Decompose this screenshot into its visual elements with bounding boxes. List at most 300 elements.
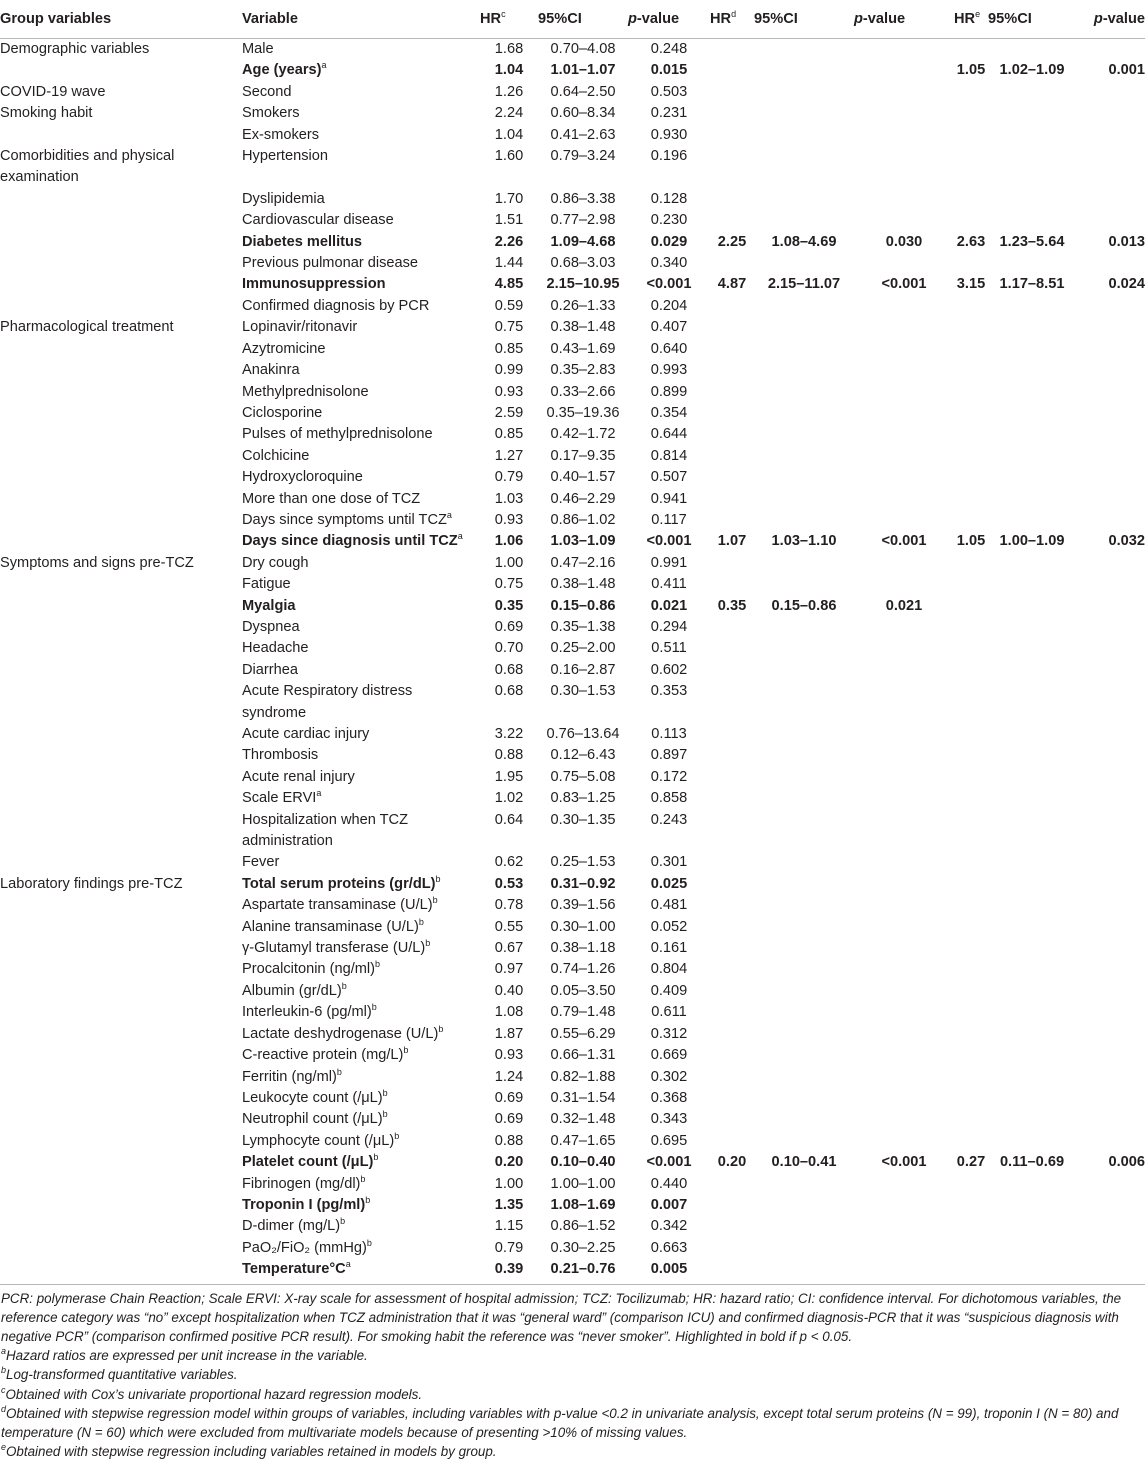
cell-p-group xyxy=(854,724,954,745)
cell-ci-group xyxy=(754,489,854,510)
cell-ci-univariate: 2.15–10.95 xyxy=(546,276,620,293)
cell-p-group xyxy=(854,938,954,959)
table-row xyxy=(0,917,1145,938)
cell-p-univariate: 0.343 xyxy=(650,1111,688,1128)
cell-ci-univariate: 0.35–1.38 xyxy=(550,618,616,635)
cell-hr-final xyxy=(954,253,988,274)
cell-p-final: 0.032 xyxy=(1108,533,1145,550)
cell-variable xyxy=(242,810,480,853)
variable-label: Procalcitonin (ng/ml) xyxy=(242,961,376,978)
table-row xyxy=(0,403,1145,424)
cell-hr-group xyxy=(710,681,754,724)
table-row xyxy=(0,895,1145,916)
cell-hr-final xyxy=(954,617,988,638)
cell-group xyxy=(0,360,242,381)
cell-variable xyxy=(242,788,480,809)
variable-label: Methylprednisolone xyxy=(242,383,369,400)
cell-variable xyxy=(242,638,480,659)
cell-ci-final xyxy=(988,553,1076,574)
cell-p-univariate: 0.941 xyxy=(650,490,688,507)
cell-variable xyxy=(242,317,480,338)
table-row xyxy=(0,82,1145,103)
cell-variable xyxy=(242,103,480,124)
footnote-marker: b xyxy=(418,916,424,927)
cell-hr-univariate: 3.22 xyxy=(494,726,524,742)
variable-label: Ferritin (ng/ml) xyxy=(242,1068,337,1085)
variable-label: Acute renal injury xyxy=(242,768,355,785)
cell-hr-univariate: 0.68 xyxy=(494,683,524,700)
cell-p-final xyxy=(1076,959,1145,980)
cell-hr-group xyxy=(710,745,754,766)
variable-label: Confirmed diagnosis by PCR xyxy=(242,297,430,314)
cell-ci-group xyxy=(754,82,854,103)
cell-p-univariate: 0.196 xyxy=(650,148,688,165)
cell-ci-group: 0.10–0.41 xyxy=(771,1154,837,1171)
cell-ci-group xyxy=(754,1216,854,1237)
cell-variable xyxy=(242,1067,480,1088)
col-header-p-univariate: p-value xyxy=(628,0,710,39)
cell-hr-group xyxy=(710,39,754,61)
col-header-ci-group: 95%CI xyxy=(754,0,854,39)
cell-ci-univariate: 0.25–2.00 xyxy=(550,640,616,657)
cell-hr-final xyxy=(954,917,988,938)
cell-ci-group xyxy=(754,917,854,938)
cell-hr-final xyxy=(954,489,988,510)
table-row xyxy=(0,681,1145,724)
cell-p-final xyxy=(1076,596,1145,617)
footnote-marker: a xyxy=(446,509,452,520)
cell-ci-final: 1.17–8.51 xyxy=(999,276,1065,293)
cell-hr-group xyxy=(710,553,754,574)
cell-ci-univariate: 0.26–1.33 xyxy=(550,297,616,314)
cell-hr-univariate: 1.04 xyxy=(494,62,524,79)
cell-variable xyxy=(242,1259,480,1284)
cell-hr-final: 1.05 xyxy=(956,533,986,550)
cell-hr-final xyxy=(954,574,988,595)
cell-hr-group xyxy=(710,1024,754,1045)
variable-label: Platelet count (/μL) xyxy=(242,1154,374,1171)
cell-hr-univariate: 0.67 xyxy=(494,940,524,957)
cell-ci-univariate: 0.12–6.43 xyxy=(550,747,616,764)
cell-hr-univariate: 1.03 xyxy=(494,490,524,507)
cell-p-final xyxy=(1076,210,1145,231)
cell-hr-final xyxy=(954,981,988,1002)
cell-ci-group xyxy=(754,1088,854,1109)
cell-hr-final xyxy=(954,1216,988,1237)
cell-group xyxy=(0,339,242,360)
cell-hr-group xyxy=(710,1238,754,1259)
cell-ci-univariate: 0.76–13.64 xyxy=(546,726,620,742)
cell-group xyxy=(0,596,242,617)
cell-group: Smoking habit xyxy=(0,105,93,122)
cell-p-univariate: 0.052 xyxy=(650,918,688,935)
cell-p-final xyxy=(1076,1216,1145,1237)
cell-p-final xyxy=(1076,874,1145,895)
cell-variable xyxy=(242,617,480,638)
cell-p-univariate: 0.804 xyxy=(650,961,688,978)
cell-ci-group xyxy=(754,959,854,980)
cell-p-group: <0.001 xyxy=(881,276,927,293)
cell-ci-final xyxy=(988,938,1076,959)
table-row xyxy=(0,874,1145,895)
cell-hr-group xyxy=(710,296,754,317)
cell-ci-group xyxy=(754,360,854,381)
cell-hr-univariate: 0.35 xyxy=(494,597,524,614)
cell-p-final xyxy=(1076,360,1145,381)
cell-hr-univariate: 0.40 xyxy=(494,982,524,999)
footnote-marker: a xyxy=(321,60,327,71)
cell-hr-univariate: 0.97 xyxy=(494,961,524,978)
cell-ci-univariate: 0.21–0.76 xyxy=(538,1259,628,1284)
cell-ci-final xyxy=(988,339,1076,360)
cell-ci-group xyxy=(754,103,854,124)
cell-ci-final xyxy=(988,745,1076,766)
cell-ci-univariate: 0.55–6.29 xyxy=(550,1025,616,1042)
cell-p-final xyxy=(1076,1109,1145,1130)
cell-variable xyxy=(242,1002,480,1023)
table-row xyxy=(0,146,1145,189)
cell-group xyxy=(0,467,242,488)
cell-group xyxy=(0,296,242,317)
cell-p-univariate: 0.407 xyxy=(650,319,688,336)
cell-group xyxy=(0,810,242,853)
table-row xyxy=(0,1131,1145,1152)
cell-hr-group xyxy=(710,1045,754,1066)
cell-p-final xyxy=(1076,745,1145,766)
cell-group xyxy=(0,660,242,681)
cell-ci-final xyxy=(988,981,1076,1002)
table-row xyxy=(0,446,1145,467)
variable-label: Lymphocyte count (/μL) xyxy=(242,1132,395,1149)
col-header-ci-final: 95%CI xyxy=(988,0,1076,39)
cell-p-group xyxy=(854,446,954,467)
cell-hr-univariate: 0.99 xyxy=(494,362,524,379)
cell-p-final: 0.024 xyxy=(1108,276,1145,293)
col-header-p-final: p-value xyxy=(1076,0,1145,39)
variable-label: Cardiovascular disease xyxy=(242,212,394,229)
cell-ci-univariate: 0.66–1.31 xyxy=(550,1047,616,1064)
cell-hr-group xyxy=(710,1088,754,1109)
cell-hr-group xyxy=(710,852,754,873)
variable-label: Ex-smokers xyxy=(242,126,320,143)
variable-label: γ-Glutamyl transferase (U/L) xyxy=(242,940,426,957)
cell-group xyxy=(0,382,242,403)
cell-p-final xyxy=(1076,510,1145,531)
cell-hr-group xyxy=(710,1259,754,1284)
cell-variable xyxy=(242,660,480,681)
cell-p-group xyxy=(854,745,954,766)
cell-ci-univariate: 0.43–1.69 xyxy=(550,340,616,357)
cell-ci-final xyxy=(988,660,1076,681)
cell-p-group xyxy=(854,574,954,595)
cell-hr-group xyxy=(710,1195,754,1216)
cell-ci-univariate: 0.47–2.16 xyxy=(550,554,616,571)
cell-ci-univariate: 0.79–3.24 xyxy=(550,148,616,165)
cell-p-final: 0.013 xyxy=(1108,233,1145,250)
cell-group xyxy=(0,1152,242,1173)
cell-ci-univariate: 0.30–1.35 xyxy=(550,811,616,828)
cell-ci-final xyxy=(988,638,1076,659)
cell-p-group xyxy=(854,1259,954,1284)
cell-group xyxy=(0,767,242,788)
cell-ci-final xyxy=(988,767,1076,788)
cell-p-final xyxy=(1076,767,1145,788)
variable-label: Dyspnea xyxy=(242,618,300,635)
footnote-marker: b xyxy=(435,873,441,884)
cell-ci-final xyxy=(988,1195,1076,1216)
cell-p-final xyxy=(1076,39,1145,61)
table-row xyxy=(0,510,1145,531)
cell-hr-univariate: 0.79 xyxy=(494,1239,524,1256)
table-row xyxy=(0,125,1145,146)
cell-hr-univariate: 1.95 xyxy=(494,768,524,785)
cell-ci-final xyxy=(988,596,1076,617)
cell-ci-univariate: 0.38–1.18 xyxy=(550,940,616,957)
cell-hr-group xyxy=(710,638,754,659)
cell-hr-univariate: 1.15 xyxy=(494,1218,524,1235)
cell-p-univariate: 0.481 xyxy=(650,897,688,914)
cell-p-group xyxy=(854,981,954,1002)
cell-hr-group xyxy=(710,60,754,81)
table-body xyxy=(0,39,1145,1285)
variable-label: C-reactive protein (mg/L) xyxy=(242,1047,404,1064)
variable-label: Lactate deshydrogenase (U/L) xyxy=(242,1025,439,1042)
cell-hr-univariate: 1.08 xyxy=(494,1004,524,1021)
cell-hr-final: 3.15 xyxy=(956,276,986,293)
cell-group xyxy=(0,403,242,424)
variable-label: More than one dose of TCZ xyxy=(242,490,421,507)
cell-p-univariate: 0.507 xyxy=(650,469,688,486)
cell-ci-univariate: 0.05–3.50 xyxy=(550,982,616,999)
cell-variable xyxy=(242,981,480,1002)
cell-hr-final xyxy=(954,938,988,959)
footnote-marker: b xyxy=(373,1152,379,1163)
cell-hr-univariate: 0.69 xyxy=(494,618,524,635)
table-row xyxy=(0,103,1145,124)
cell-p-univariate: 0.353 xyxy=(650,683,688,700)
cell-hr-univariate: 1.02 xyxy=(494,790,524,807)
variable-label: Acute cardiac injury xyxy=(242,726,370,742)
cell-ci-univariate: 0.64–2.50 xyxy=(550,83,616,100)
cell-hr-final xyxy=(954,339,988,360)
cell-ci-group: 1.08–4.69 xyxy=(771,233,837,250)
cell-ci-univariate: 1.08–1.69 xyxy=(550,1196,616,1213)
cell-p-univariate: 0.113 xyxy=(651,726,687,742)
cell-ci-group xyxy=(754,1109,854,1130)
cell-variable xyxy=(242,1216,480,1237)
col-header-hr-group: $HR^d$ xyxy=(710,0,754,39)
table-row xyxy=(0,1259,1145,1284)
cell-p-group xyxy=(854,1195,954,1216)
cell-hr-final xyxy=(954,1238,988,1259)
cell-hr-final xyxy=(954,810,988,853)
cell-ci-final xyxy=(988,917,1076,938)
cell-ci-univariate: 0.17–9.35 xyxy=(550,447,616,464)
cell-ci-final xyxy=(988,1024,1076,1045)
cell-variable xyxy=(242,1174,480,1195)
cell-hr-final xyxy=(954,82,988,103)
cell-hr-group: 0.20 xyxy=(717,1154,747,1171)
cell-ci-final xyxy=(988,788,1076,809)
cell-hr-group xyxy=(710,1216,754,1237)
cell-ci-final xyxy=(988,1238,1076,1259)
table-footnotes xyxy=(0,1285,1145,1462)
cell-p-group xyxy=(854,1216,954,1237)
cell-ci-final: 1.23–5.64 xyxy=(999,233,1065,250)
cell-p-univariate: 0.230 xyxy=(650,212,688,229)
cell-hr-group xyxy=(710,1174,754,1195)
cell-hr-final xyxy=(954,1045,988,1066)
cell-ci-group xyxy=(754,553,854,574)
cell-ci-group xyxy=(754,510,854,531)
cell-hr-univariate: 1.26 xyxy=(494,83,524,100)
footnote-d: $^d$Obtained with stepwise regression model within groups of variables, including variables with p-value <0.2 in univariate analysis, except total serum proteins (N = 99), troponin I (N = 80) and temperature (N = 60) which were excluded from multivariate models because of presenting >10% of missing values. xyxy=(1,1403,1119,1440)
cell-hr-univariate: 4.85 xyxy=(494,276,524,293)
footnote-marker: a xyxy=(457,531,463,542)
cell-group xyxy=(0,232,242,253)
variable-label: Dyslipidemia xyxy=(242,190,325,207)
cell-hr-univariate: 1.06 xyxy=(494,533,524,550)
cell-hr-group xyxy=(710,103,754,124)
cell-ci-univariate: 0.38–1.48 xyxy=(550,576,616,593)
cell-hr-univariate: 0.55 xyxy=(494,918,524,935)
cell-ci-final xyxy=(988,810,1076,853)
cell-p-group xyxy=(854,1109,954,1130)
cell-hr-final xyxy=(954,510,988,531)
cell-variable xyxy=(242,574,480,595)
cell-hr-final xyxy=(954,959,988,980)
cell-hr-univariate: 0.85 xyxy=(494,340,524,357)
cell-group: Laboratory findings pre-TCZ xyxy=(0,875,183,892)
cell-p-final xyxy=(1076,1259,1145,1284)
cell-ci-univariate: 0.86–1.02 xyxy=(550,511,616,528)
variable-label: Leukocyte count (/μL) xyxy=(242,1089,383,1106)
cell-variable xyxy=(242,553,480,574)
footnote-marker: b xyxy=(336,1066,342,1077)
cell-group xyxy=(0,1045,242,1066)
cell-hr-group xyxy=(710,210,754,231)
cell-p-group: 0.030 xyxy=(885,233,923,250)
cell-hr-univariate: 1.00 xyxy=(494,1175,524,1192)
variable-label: Scale ERVI xyxy=(242,790,317,807)
cell-ci-univariate: 0.39–1.56 xyxy=(550,897,616,914)
cell-hr-final xyxy=(954,103,988,124)
cell-p-univariate: 0.814 xyxy=(650,447,688,464)
cell-group xyxy=(0,446,242,467)
cell-ci-group xyxy=(754,638,854,659)
cell-variable xyxy=(242,39,480,61)
cell-ci-univariate: 0.30–1.00 xyxy=(550,918,616,935)
cell-ci-final xyxy=(988,510,1076,531)
cell-group xyxy=(0,424,242,445)
cell-p-univariate: 0.511 xyxy=(651,640,687,657)
cell-p-group xyxy=(854,810,954,853)
cell-hr-final xyxy=(954,1195,988,1216)
cell-p-group xyxy=(854,339,954,360)
footnote-abbreviations: PCR: polymerase Chain Reaction; Scale ERVI: X-ray scale for assessment of hospital admission; TCZ: Tocilizumab; HR: hazard ratio; CI: confidence interval. For dichotomous variables, the reference category was “no” except hospitalization when TCZ administration that it was “general ward” (comparison ICU) and confirmed diagnosis-PCR that it was “suspicious diagnosis with negative PCR” (comparison confirmed positive PCR result). For smoking habit the reference was “never smoker”. Highlighted in bold if p < 0.05. xyxy=(1,1290,1122,1344)
cell-hr-final xyxy=(954,146,988,189)
variable-label: Hydroxycloroquine xyxy=(242,469,363,486)
variable-label: Interleukin-6 (pg/ml) xyxy=(242,1004,372,1021)
cell-ci-group xyxy=(754,424,854,445)
cell-ci-final xyxy=(988,103,1076,124)
cell-ci-univariate: 0.86–1.52 xyxy=(550,1218,616,1235)
variable-label: Dry cough xyxy=(242,554,309,571)
table-row xyxy=(0,660,1145,681)
variable-label: Smokers xyxy=(242,105,300,122)
cell-variable xyxy=(242,938,480,959)
cell-ci-group xyxy=(754,1067,854,1088)
cell-group xyxy=(0,60,242,81)
cell-p-group xyxy=(854,1088,954,1109)
cell-hr-final xyxy=(954,424,988,445)
cell-variable xyxy=(242,1195,480,1216)
table-row xyxy=(0,60,1145,81)
cell-hr-group: 0.35 xyxy=(717,597,747,614)
footnote-a: $^a$Hazard ratios are expressed per unit increase in the variable. xyxy=(1,1346,368,1364)
cell-p-group xyxy=(854,681,954,724)
cell-ci-group xyxy=(754,810,854,853)
cell-hr-group xyxy=(710,489,754,510)
footnote-e: $^e$Obtained with stepwise regression including variables retained in models by group. xyxy=(1,1442,497,1460)
cell-hr-univariate: 0.75 xyxy=(494,576,524,593)
table-row xyxy=(0,467,1145,488)
cell-p-univariate: 0.301 xyxy=(650,854,688,871)
cell-hr-group xyxy=(710,403,754,424)
cell-p-group xyxy=(854,917,954,938)
cell-p-final xyxy=(1076,1088,1145,1109)
cell-ci-final xyxy=(988,489,1076,510)
cell-ci-final xyxy=(988,724,1076,745)
footnote-marker: b xyxy=(382,1087,388,1098)
cell-ci-group xyxy=(754,938,854,959)
cell-p-univariate: 0.993 xyxy=(650,362,688,379)
cell-p-group xyxy=(854,767,954,788)
cell-hr-univariate: 0.75 xyxy=(494,319,524,336)
cell-variable xyxy=(242,745,480,766)
cell-group xyxy=(0,959,242,980)
cell-hr-univariate: 2.59 xyxy=(494,404,524,421)
cell-hr-group xyxy=(710,1067,754,1088)
cell-hr-univariate: 0.93 xyxy=(494,383,524,400)
cell-ci-univariate: 1.01–1.07 xyxy=(550,62,616,79)
cell-hr-final xyxy=(954,1131,988,1152)
cell-hr-univariate: 1.87 xyxy=(494,1025,524,1042)
cell-group xyxy=(0,745,242,766)
table-row xyxy=(0,232,1145,253)
cell-p-univariate: 0.243 xyxy=(650,811,688,828)
cell-ci-univariate: 0.75–5.08 xyxy=(550,768,616,785)
footnote-marker: b xyxy=(341,980,347,991)
cell-p-univariate: 0.021 xyxy=(650,597,688,614)
cell-variable xyxy=(242,895,480,916)
cell-ci-univariate: 0.30–2.25 xyxy=(550,1239,616,1256)
cell-p-final xyxy=(1076,1131,1145,1152)
cell-ci-group xyxy=(754,403,854,424)
cell-hr-univariate: 0.68 xyxy=(494,661,524,678)
cell-hr-final xyxy=(954,895,988,916)
cell-group xyxy=(0,617,242,638)
cell-hr-final xyxy=(954,596,988,617)
cell-variable xyxy=(242,60,480,81)
cell-hr-group xyxy=(710,938,754,959)
cell-group xyxy=(0,1238,242,1259)
cell-hr-univariate: 2.24 xyxy=(494,105,524,122)
cell-p-final xyxy=(1076,917,1145,938)
cell-ci-univariate: 0.74–1.26 xyxy=(550,961,616,978)
table-row xyxy=(0,981,1145,1002)
table-row xyxy=(0,1067,1145,1088)
